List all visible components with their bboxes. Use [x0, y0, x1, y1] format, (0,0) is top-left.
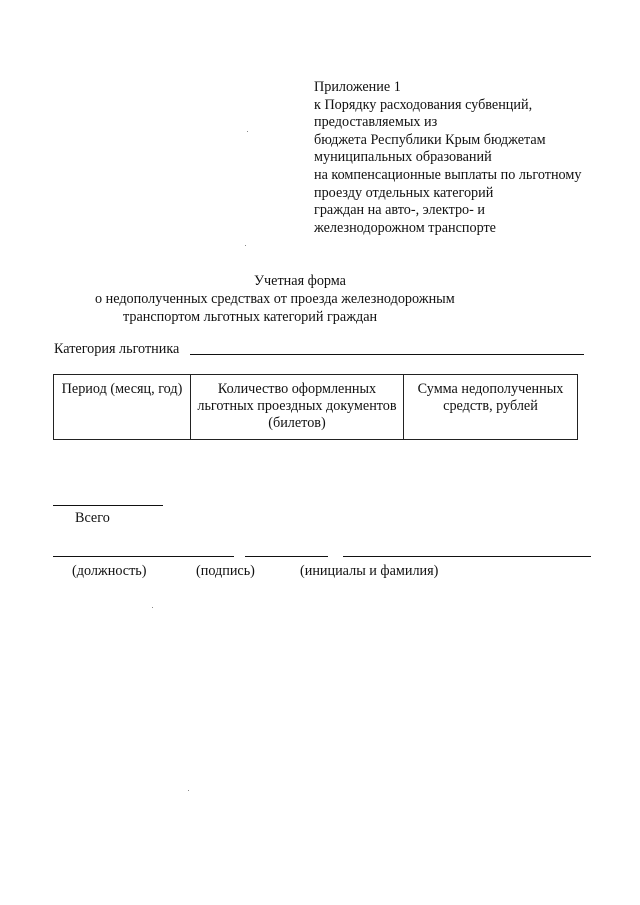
- scan-speck: [247, 131, 248, 132]
- name-caption: (инициалы и фамилия): [300, 563, 439, 579]
- appendix-header: [314, 79, 581, 237]
- appendix-line: граждан на авто-, электро- и: [314, 202, 486, 219]
- appendix-line: предоставляемых из: [314, 114, 438, 131]
- appendix-line: бюджета Республики Крым бюджетам: [314, 131, 546, 148]
- position-field[interactable]: [53, 556, 234, 557]
- category-label: Категория льготника: [54, 341, 180, 357]
- scan-speck: [152, 607, 153, 608]
- signature-field[interactable]: [245, 556, 328, 557]
- form-title-line: Учетная форма: [254, 273, 346, 289]
- signature-caption: (подпись): [196, 563, 255, 579]
- appendix-line: на компенсационные выплаты по льготному: [314, 166, 582, 183]
- table-header-documents-count: Количество оформленных льготных проездных документов (билетов): [191, 375, 404, 440]
- appendix-line: муниципальных образований: [314, 149, 492, 166]
- appendix-line: к Порядку расходования субвенций,: [314, 96, 533, 113]
- category-field[interactable]: [190, 354, 584, 355]
- table-header-unreceived-sum: Сумма недополученных средств, рублей: [404, 375, 578, 440]
- form-title-line: транспортом льготных категорий граждан: [123, 309, 378, 325]
- total-label: Всего: [75, 510, 110, 526]
- form-table: [53, 374, 578, 440]
- appendix-line: Приложение 1: [314, 79, 401, 95]
- appendix-line: железнодорожном транспорте: [314, 219, 496, 236]
- table-header-row: [54, 375, 578, 440]
- scan-speck: [188, 790, 189, 791]
- form-title-line: о недополученных средствах от проезда железнодорожным: [95, 291, 455, 307]
- position-caption: (должность): [72, 563, 147, 579]
- name-field[interactable]: [343, 556, 591, 557]
- table-header-period: Период (месяц, год): [54, 375, 191, 440]
- total-line: [53, 505, 163, 506]
- scan-speck: [245, 245, 246, 246]
- appendix-line: проезду отдельных категорий: [314, 184, 494, 201]
